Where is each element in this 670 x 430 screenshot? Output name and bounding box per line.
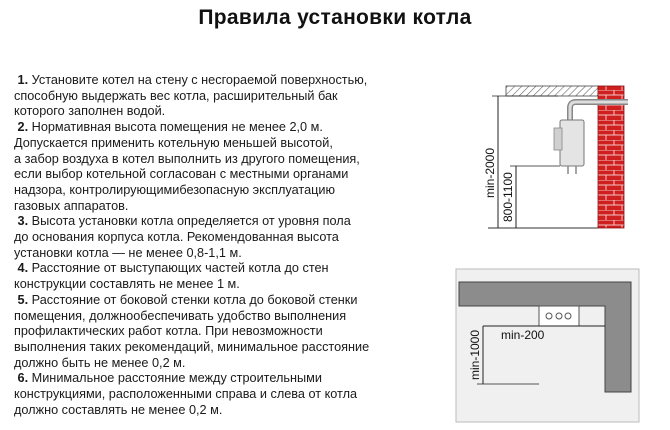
rule-line: Минимальное расстояние между строительными — [31, 371, 322, 386]
rule-line: помещения, должнообеспечивать удобство выполнения — [14, 308, 347, 323]
rule-item — [14, 73, 444, 120]
rule-line: Допускается применить котельную меньшей высотой, — [14, 135, 333, 150]
rule-line: до основания корпуса котла. Рекомендованная высота — [14, 230, 339, 245]
rule-line: надзора, контролирующимибезопасную эксплуатацию — [14, 182, 336, 197]
front-gap-label: min-1000 — [468, 329, 482, 380]
rule-line: Нормативная высота помещения не менее 2,0 м. — [31, 120, 323, 135]
rule-line: Высота установки котла определяется от уровня пола — [31, 214, 351, 229]
brick-wall — [598, 86, 624, 228]
boiler-top — [539, 306, 579, 326]
rule-line: а забор воздуха в котел выполнить из другого помещения, — [14, 151, 360, 166]
rule-number: 6. — [17, 371, 29, 386]
rule-line: выполнения таких рекомендаций, минимальное расстояние — [14, 339, 370, 354]
rule-line: газовых аппаратов. — [14, 198, 129, 213]
rule-item — [14, 120, 444, 136]
rule-number: 1. — [17, 73, 29, 87]
rule-item — [14, 293, 444, 372]
rule-line: профилактических работ котла. При невозможности — [14, 324, 323, 339]
rule-line: Расстояние от выступающих частей котла до стен — [31, 261, 329, 276]
rule-item — [14, 136, 444, 215]
rule-line: если выбор котельной согласован с местными органами — [14, 167, 349, 182]
rule-number: 4. — [17, 261, 29, 276]
room-height-label: min-2000 — [483, 147, 497, 198]
page-title: Правила установки котла — [198, 6, 472, 29]
rule-item — [14, 214, 444, 261]
rule-item — [14, 371, 444, 418]
rule-number: 2. — [17, 120, 29, 135]
rule-line: должно составлять не менее 0,2 м. — [14, 402, 223, 417]
rule-number: 5. — [17, 292, 29, 307]
side-view-diagram — [478, 80, 638, 250]
rule-line: способную выдержать вес котла, расширительный бак — [14, 88, 338, 103]
rules-list — [14, 73, 444, 418]
top-view-diagram — [455, 268, 640, 423]
rule-line: конструкции составлять не менее 1 м. — [14, 277, 240, 292]
rule-line: которого заполнен водой. — [14, 104, 166, 119]
boiler-height-label: 800-1100 — [501, 172, 515, 222]
rule-line: конструкциями, расположенными справа и слева от котла — [14, 387, 358, 402]
rule-line: Установите котел на стену с несгораемой поверхностью, — [31, 73, 368, 87]
rule-number: 3. — [17, 214, 29, 229]
rule-line: установки котла — не менее 0,8-1,1 м. — [14, 245, 242, 260]
rule-item — [14, 261, 444, 292]
boiler-side — [560, 120, 584, 166]
rule-line: должно быть не менее 0,2 м. — [14, 355, 186, 370]
ceiling-slab — [506, 86, 598, 96]
side-gap-label: min-200 — [501, 328, 545, 342]
rule-line: Расстояние от боковой стенки котла до боковой стенки — [31, 292, 358, 307]
